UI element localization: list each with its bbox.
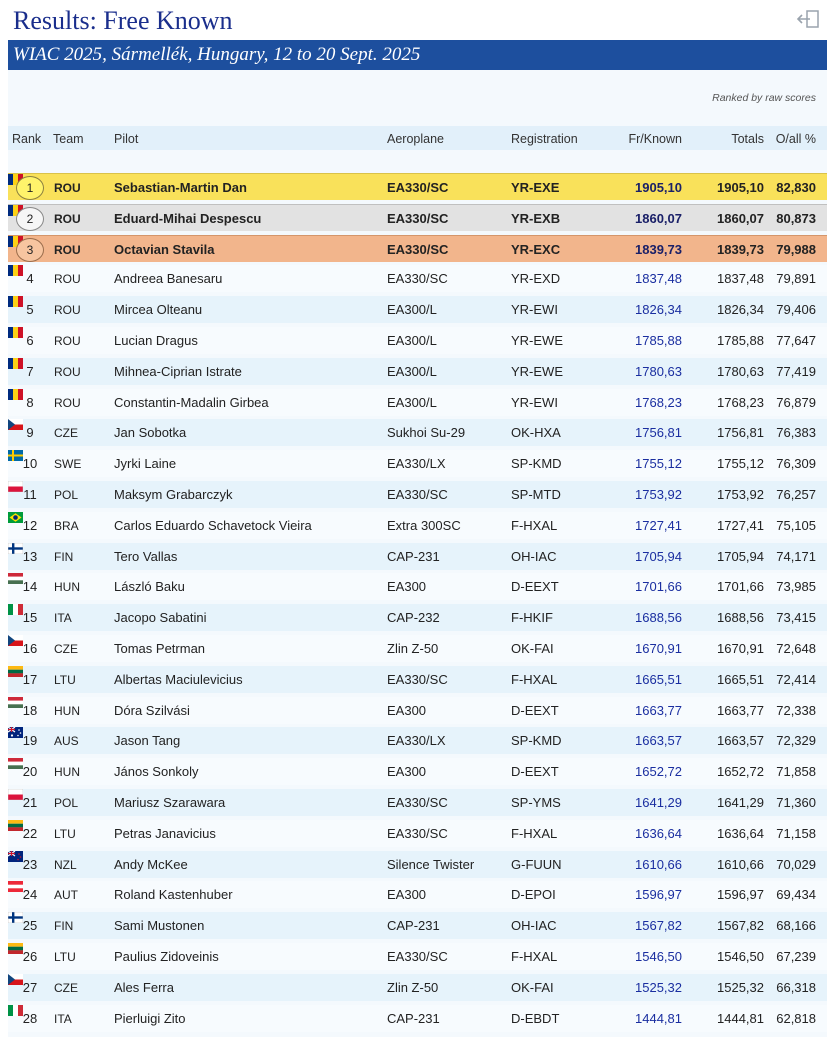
- rank-cell: 22: [22, 825, 38, 841]
- aeroplane-cell: EA330/SC: [387, 825, 448, 841]
- totals-cell: 1525,32: [717, 979, 764, 995]
- result-row[interactable]: [8, 481, 827, 508]
- aeroplane-cell: EA330/LX: [387, 733, 446, 749]
- aeroplane-cell: EA330/SC: [387, 487, 448, 502]
- fr-known-score-link[interactable]: 1610,66: [635, 856, 682, 872]
- totals-cell: 1546,50: [717, 949, 764, 964]
- team-cell: POL: [54, 488, 79, 502]
- registration-cell: OH-IAC: [511, 918, 557, 934]
- exit-icon[interactable]: [796, 10, 820, 28]
- registration-cell: D-EPOI: [511, 887, 556, 903]
- team-cell: ROU: [54, 364, 81, 379]
- aeroplane-cell: EA330/SC: [387, 241, 449, 257]
- registration-cell: SP-MTD: [511, 487, 561, 502]
- header-totals[interactable]: Totals: [731, 132, 764, 146]
- fr-known-score-link[interactable]: 1753,92: [635, 487, 682, 502]
- result-row[interactable]: [8, 543, 827, 570]
- rank-cell: 16: [22, 641, 38, 656]
- team-cell: LTU: [54, 950, 76, 964]
- pilot-cell[interactable]: Sebastian-Martin Dan: [114, 180, 247, 195]
- result-row[interactable]: [8, 1005, 827, 1032]
- aeroplane-cell: CAP-231: [387, 1010, 440, 1026]
- rank-cell: 15: [22, 610, 38, 626]
- aeroplane-cell: Silence Twister: [387, 856, 475, 872]
- overall-percent-cell: 71,158: [776, 825, 816, 841]
- overall-percent-cell: 69,434: [776, 887, 816, 903]
- team-cell: CZE: [54, 426, 78, 441]
- totals-cell: 1839,73: [717, 241, 764, 257]
- registration-cell: YR-EXD: [511, 271, 561, 287]
- fr-known-score-link[interactable]: 1688,56: [635, 610, 682, 626]
- registration-cell: D-EBDT: [511, 1010, 560, 1026]
- fr-known-score-link[interactable]: 1444,81: [635, 1010, 682, 1026]
- registration-cell: YR-EXB: [511, 210, 561, 226]
- overall-percent-cell: 74,171: [776, 548, 816, 564]
- aeroplane-cell: EA300/L: [387, 333, 437, 348]
- totals-cell: 1727,41: [717, 517, 764, 533]
- fr-known-score-link[interactable]: 1860,07: [635, 210, 682, 226]
- team-cell: LTU: [54, 672, 76, 687]
- rank-cell: 5: [26, 302, 34, 318]
- competition-title: WIAC 2025, Sármellék, Hungary, 12 to 20 Sept. 2025: [13, 44, 421, 65]
- rank-cell: 8: [26, 394, 34, 410]
- fr-known-score-link[interactable]: 1663,57: [635, 733, 682, 749]
- title-bar: [0, 0, 834, 40]
- registration-cell: OK-FAI: [511, 979, 554, 995]
- result-row[interactable]: [8, 912, 827, 939]
- pilot-cell[interactable]: Paulius Zidoveinis: [114, 949, 219, 964]
- rank-cell: 7: [26, 363, 34, 379]
- totals-cell: 1701,66: [717, 579, 764, 595]
- rank-cell: 6: [26, 333, 34, 348]
- team-cell: NZL: [54, 857, 77, 872]
- results-panel: [8, 70, 827, 1037]
- pilot-cell[interactable]: Andreea Banesaru: [114, 271, 223, 287]
- result-row[interactable]: [8, 389, 827, 416]
- team-cell: ROU: [54, 272, 81, 287]
- registration-cell: YR-EXC: [511, 241, 561, 257]
- overall-percent-cell: 79,988: [776, 241, 816, 257]
- team-cell: HUN: [54, 765, 80, 780]
- totals-cell: 1756,81: [717, 425, 764, 441]
- medal-badge: 3: [16, 238, 44, 262]
- totals-cell: 1688,56: [717, 610, 764, 626]
- pilot-cell[interactable]: Petras Janavicius: [114, 825, 216, 841]
- result-row[interactable]: [8, 881, 827, 908]
- team-cell: ROU: [54, 211, 81, 226]
- registration-cell: SP-YMS: [511, 795, 561, 810]
- pilot-cell[interactable]: Pierluigi Zito: [114, 1010, 186, 1026]
- pilot-cell[interactable]: Roland Kastenhuber: [114, 887, 233, 903]
- pilot-cell[interactable]: Jason Tang: [114, 733, 181, 749]
- aeroplane-cell: EA330/SC: [387, 210, 449, 226]
- fr-known-score-link[interactable]: 1905,10: [635, 180, 682, 195]
- overall-percent-cell: 79,406: [776, 302, 816, 318]
- aeroplane-cell: EA300: [387, 764, 427, 780]
- overall-percent-cell: 71,360: [776, 795, 816, 810]
- aeroplane-cell: EA300/L: [387, 302, 437, 318]
- team-cell: SWE: [54, 457, 82, 472]
- overall-percent-cell: 71,858: [776, 764, 816, 780]
- overall-percent-cell: 72,648: [776, 641, 816, 656]
- competition-banner: [8, 40, 827, 70]
- team-cell: ROU: [54, 334, 81, 348]
- registration-cell: YR-EWI: [511, 394, 558, 410]
- registration-cell: OK-FAI: [511, 641, 554, 656]
- fr-known-score-link[interactable]: 1567,82: [635, 918, 682, 934]
- registration-cell: SP-KMD: [511, 733, 562, 749]
- result-row[interactable]: [8, 573, 827, 600]
- header-team[interactable]: Team: [53, 132, 84, 146]
- registration-cell: D-EEXT: [511, 764, 559, 780]
- fr-known-score-link[interactable]: 1727,41: [635, 517, 682, 533]
- team-cell: ROU: [54, 303, 81, 318]
- fr-known-score-link[interactable]: 1665,51: [635, 671, 682, 687]
- totals-cell: 1444,81: [717, 1010, 764, 1026]
- overall-percent-cell: 73,985: [776, 579, 816, 595]
- rank-cell: 21: [22, 795, 38, 810]
- overall-percent-cell: 72,338: [776, 702, 816, 718]
- rank-cell: 12: [22, 517, 38, 533]
- overall-percent-cell: 77,647: [776, 333, 816, 348]
- result-row[interactable]: [8, 358, 827, 385]
- registration-cell: YR-EWE: [511, 363, 563, 379]
- aeroplane-cell: EA300: [387, 579, 427, 595]
- team-cell: AUT: [54, 888, 78, 903]
- pilot-cell[interactable]: Andy McKee: [114, 856, 188, 872]
- result-row[interactable]: [8, 296, 827, 323]
- overall-percent-cell: 82,830: [776, 180, 816, 195]
- overall-percent-cell: 76,309: [776, 456, 816, 472]
- result-row[interactable]: [8, 974, 827, 1001]
- aeroplane-cell: EA330/SC: [387, 180, 449, 195]
- pilot-cell[interactable]: Mircea Olteanu: [114, 302, 203, 318]
- registration-cell: F-HXAL: [511, 671, 558, 687]
- registration-cell: F-HXAL: [511, 949, 558, 964]
- pilot-cell[interactable]: Tero Vallas: [114, 548, 178, 564]
- aeroplane-cell: CAP-232: [387, 610, 440, 626]
- pilot-cell[interactable]: Lucian Dragus: [114, 333, 198, 348]
- result-row[interactable]: [8, 943, 827, 970]
- rank-cell: 11: [23, 487, 37, 502]
- fr-known-score-link[interactable]: 1705,94: [635, 548, 682, 564]
- rank-cell: 23: [22, 856, 38, 872]
- totals-cell: 1905,10: [717, 180, 764, 195]
- overall-percent-cell: 73,415: [776, 610, 816, 626]
- overall-percent-cell: 75,105: [776, 517, 816, 533]
- aeroplane-cell: EA300/L: [387, 394, 437, 410]
- medal-badge: 2: [16, 207, 44, 231]
- fr-known-score-link[interactable]: 1663,77: [635, 702, 682, 718]
- fr-known-score-link[interactable]: 1780,63: [635, 363, 682, 379]
- overall-percent-cell: 76,383: [776, 425, 816, 441]
- fr-known-score-link[interactable]: 1839,73: [635, 241, 682, 257]
- result-row[interactable]: [8, 635, 827, 662]
- overall-percent-cell: 68,166: [776, 918, 816, 934]
- aeroplane-cell: EA330/LX: [387, 456, 446, 472]
- team-cell: BRA: [54, 518, 79, 533]
- result-row[interactable]: [8, 851, 827, 878]
- rank-cell: 24: [22, 887, 38, 903]
- fr-known-score-link[interactable]: 1755,12: [635, 456, 682, 472]
- team-cell: ROU: [54, 181, 81, 195]
- pilot-cell[interactable]: Maksym Grabarczyk: [114, 487, 233, 502]
- fr-known-score-link[interactable]: 1785,88: [635, 333, 682, 348]
- result-row[interactable]: [8, 419, 827, 446]
- pilot-cell[interactable]: Dóra Szilvási: [114, 702, 190, 718]
- team-cell: POL: [54, 796, 79, 810]
- result-row[interactable]: [8, 666, 827, 693]
- pilot-cell[interactable]: Ales Ferra: [114, 979, 174, 995]
- overall-percent-cell: 76,257: [776, 487, 816, 502]
- pilot-cell[interactable]: Jacopo Sabatini: [114, 610, 207, 626]
- rank-cell: 17: [22, 671, 38, 687]
- pilot-cell[interactable]: Tomas Petrman: [114, 641, 206, 656]
- totals-cell: 1826,34: [717, 302, 764, 318]
- aeroplane-cell: EA300: [387, 887, 427, 903]
- result-row[interactable]: [8, 727, 827, 754]
- rank-cell: 4: [26, 271, 34, 287]
- overall-percent-cell: 80,873: [776, 210, 816, 226]
- pilot-cell[interactable]: László Baku: [114, 579, 185, 595]
- result-row[interactable]: [8, 789, 827, 816]
- registration-cell: F-HXAL: [511, 825, 558, 841]
- medal-badge: 1: [16, 176, 44, 200]
- overall-percent-cell: 76,879: [776, 394, 816, 410]
- fr-known-score-link[interactable]: 1837,48: [635, 271, 682, 287]
- totals-cell: 1837,48: [717, 271, 764, 287]
- header-rank[interactable]: Rank: [12, 132, 42, 146]
- overall-percent-cell: 67,239: [776, 949, 816, 964]
- team-cell: ROU: [54, 242, 81, 257]
- registration-cell: D-EEXT: [511, 579, 559, 595]
- overall-percent-cell: 72,329: [776, 733, 816, 749]
- pilot-cell[interactable]: Mariusz Szarawara: [114, 795, 226, 810]
- totals-cell: 1663,57: [717, 733, 764, 749]
- result-row[interactable]: [8, 758, 827, 785]
- pilot-cell[interactable]: Carlos Eduardo Schavetock Vieira: [114, 517, 312, 533]
- totals-cell: 1670,91: [717, 641, 764, 656]
- pilot-cell[interactable]: Mihnea-Ciprian Istrate: [114, 363, 242, 379]
- result-row[interactable]: [8, 820, 827, 847]
- fr-known-score-link[interactable]: 1652,72: [635, 764, 682, 780]
- rank-cell: 20: [22, 764, 38, 780]
- totals-cell: 1641,29: [717, 795, 764, 810]
- totals-cell: 1636,64: [717, 825, 764, 841]
- team-cell: ITA: [54, 611, 72, 626]
- team-cell: ITA: [54, 1011, 72, 1026]
- totals-cell: 1567,82: [717, 918, 764, 934]
- rank-cell: 27: [22, 979, 38, 995]
- registration-cell: OH-IAC: [511, 548, 557, 564]
- aeroplane-cell: EA330/SC: [387, 949, 448, 964]
- header-aeroplane[interactable]: Aeroplane: [387, 132, 444, 146]
- overall-percent-cell: 66,318: [776, 979, 816, 995]
- registration-cell: F-HKIF: [511, 610, 553, 626]
- fr-known-score-link[interactable]: 1525,32: [635, 979, 682, 995]
- team-cell: LTU: [54, 826, 76, 841]
- team-cell: CZE: [54, 642, 78, 656]
- rank-cell: 14: [22, 579, 38, 595]
- fr-known-score-link[interactable]: 1641,29: [635, 795, 682, 810]
- totals-cell: 1780,63: [717, 363, 764, 379]
- header-registration[interactable]: Registration: [511, 132, 578, 146]
- result-row[interactable]: [8, 204, 827, 231]
- aeroplane-cell: EA330/SC: [387, 795, 448, 810]
- pilot-cell[interactable]: Jan Sobotka: [114, 425, 187, 441]
- header-pilot[interactable]: Pilot: [114, 132, 139, 146]
- rank-cell: 28: [22, 1010, 38, 1026]
- pilot-cell[interactable]: Jyrki Laine: [114, 456, 177, 472]
- registration-cell: D-EEXT: [511, 702, 559, 718]
- result-row[interactable]: [8, 604, 827, 631]
- totals-cell: 1663,77: [717, 702, 764, 718]
- team-cell: CZE: [54, 980, 78, 995]
- fr-known-score-link[interactable]: 1596,97: [635, 887, 682, 903]
- pilot-cell[interactable]: Octavian Stavila: [114, 241, 215, 257]
- registration-cell: SP-KMD: [511, 456, 562, 472]
- team-cell: HUN: [54, 703, 80, 718]
- aeroplane-cell: Zlin Z-50: [387, 979, 439, 995]
- aeroplane-cell: Sukhoi Su-29: [387, 425, 466, 441]
- result-row[interactable]: [8, 327, 827, 354]
- fr-known-score-link[interactable]: 1670,91: [635, 641, 682, 656]
- header-oall[interactable]: O/all %: [775, 132, 816, 146]
- overall-percent-cell: 70,029: [776, 856, 816, 872]
- fr-known-score-link[interactable]: 1636,64: [635, 825, 682, 841]
- aeroplane-cell: CAP-231: [387, 918, 440, 934]
- header-fr-known[interactable]: Fr/Known: [628, 132, 682, 146]
- overall-percent-cell: 79,891: [776, 271, 816, 287]
- overall-percent-cell: 62,818: [776, 1010, 816, 1026]
- result-row[interactable]: [8, 450, 827, 477]
- rank-cell: 19: [22, 733, 38, 749]
- ranked-note: Ranked by raw scores: [712, 92, 816, 104]
- totals-cell: 1768,23: [717, 394, 764, 410]
- fr-known-score-link[interactable]: 1546,50: [635, 949, 682, 964]
- result-row[interactable]: [8, 512, 827, 539]
- result-row[interactable]: [8, 697, 827, 724]
- team-cell: FIN: [54, 549, 74, 564]
- totals-cell: 1753,92: [717, 487, 764, 502]
- totals-cell: 1785,88: [717, 333, 764, 348]
- result-row[interactable]: [8, 173, 827, 200]
- rank-cell: 18: [22, 702, 38, 718]
- fr-known-score-link[interactable]: 1701,66: [635, 579, 682, 595]
- registration-cell: YR-EWE: [511, 333, 563, 348]
- rank-cell: 26: [22, 949, 38, 964]
- rank-cell: 9: [26, 425, 34, 441]
- team-cell: HUN: [54, 580, 80, 595]
- pilot-cell[interactable]: János Sonkoly: [114, 764, 199, 780]
- registration-cell: G-FUUN: [511, 856, 562, 872]
- aeroplane-cell: Extra 300SC: [387, 517, 461, 533]
- totals-cell: 1755,12: [717, 456, 764, 472]
- result-row[interactable]: [8, 265, 827, 292]
- registration-cell: YR-EWI: [511, 302, 558, 318]
- fr-known-score-link[interactable]: 1756,81: [635, 425, 682, 441]
- pilot-cell[interactable]: Albertas Maciulevicius: [114, 671, 243, 687]
- aeroplane-cell: EA330/SC: [387, 271, 448, 287]
- aeroplane-cell: EA300: [387, 702, 427, 718]
- totals-cell: 1860,07: [717, 210, 764, 226]
- registration-cell: F-HXAL: [511, 517, 558, 533]
- rank-cell: 10: [22, 456, 38, 472]
- aeroplane-cell: EA330/SC: [387, 671, 448, 687]
- registration-cell: YR-EXE: [511, 180, 560, 195]
- fr-known-score-link[interactable]: 1768,23: [635, 394, 682, 410]
- rank-cell: 25: [22, 918, 38, 934]
- registration-cell: OK-HXA: [511, 425, 561, 441]
- totals-cell: 1665,51: [717, 671, 764, 687]
- aeroplane-cell: Zlin Z-50: [387, 641, 439, 656]
- aeroplane-cell: CAP-231: [387, 548, 440, 564]
- pilot-cell[interactable]: Sami Mustonen: [114, 918, 205, 934]
- team-cell: AUS: [54, 734, 79, 749]
- result-row[interactable]: [8, 235, 827, 262]
- overall-percent-cell: 72,414: [776, 671, 816, 687]
- pilot-cell[interactable]: Constantin-Madalin Girbea: [114, 394, 269, 410]
- aeroplane-cell: EA300/L: [387, 363, 437, 379]
- team-cell: ROU: [54, 395, 81, 410]
- rank-cell: 13: [22, 548, 38, 564]
- totals-cell: 1596,97: [717, 887, 764, 903]
- totals-cell: 1652,72: [717, 764, 764, 780]
- results-header: [8, 126, 827, 150]
- overall-percent-cell: 77,419: [776, 363, 816, 379]
- totals-cell: 1705,94: [717, 548, 764, 564]
- fr-known-score-link[interactable]: 1826,34: [635, 302, 682, 318]
- pilot-cell[interactable]: Eduard-Mihai Despescu: [114, 210, 262, 226]
- totals-cell: 1610,66: [717, 856, 764, 872]
- team-cell: FIN: [54, 919, 74, 934]
- page-title: Results: Free Known: [13, 6, 233, 35]
